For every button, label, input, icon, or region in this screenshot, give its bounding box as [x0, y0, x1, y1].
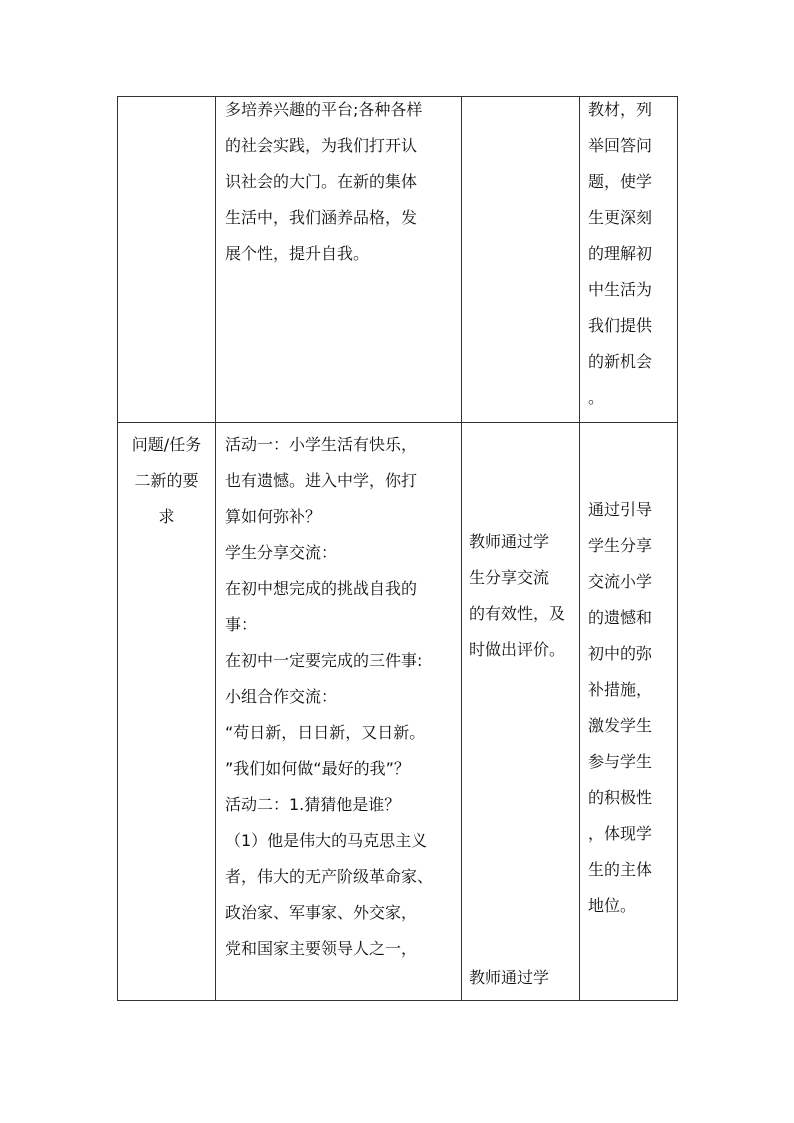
content-line: 党和国家主要领导人之一，: [225, 939, 418, 958]
table-column-divider: [579, 96, 580, 1001]
content-line: （1）他是伟大的马克思主义: [225, 831, 428, 850]
evaluation-line: 的有效性，及: [469, 604, 566, 623]
content-line: 生活中，我们涵养品格，发: [225, 208, 418, 227]
content-line: 展个性，提升自我。: [225, 244, 370, 263]
content-line: 小组合作交流：: [225, 687, 338, 706]
design-intent-line: 参与学生: [588, 752, 653, 771]
design-intent-line: 举回答问: [588, 136, 653, 155]
row2-stage-cell: [118, 427, 215, 535]
row1-design-intent-cell: [588, 92, 652, 416]
content-line: 也有遗憾。进入中学，你打: [225, 471, 418, 490]
design-intent-line: 生的主体: [588, 860, 653, 879]
design-intent-line: 初中的弥: [588, 644, 653, 663]
table-border-bottom: [117, 1000, 678, 1001]
lesson-plan-table: [117, 96, 678, 1001]
evaluation-line: 教师通过学: [469, 532, 550, 551]
stage-line: 二新的要: [134, 471, 199, 490]
design-intent-line: 中生活为: [588, 280, 653, 299]
evaluation-line: 时做出评价。: [469, 640, 566, 659]
content-line: 学生分享交流：: [225, 543, 338, 562]
content-line: 的社会实践，为我们打开认: [225, 136, 418, 155]
content-line: 者，伟大的无产阶级革命家、: [225, 867, 434, 886]
design-intent-line: 我们提供: [588, 316, 653, 335]
design-intent-line: 教材，列: [588, 100, 653, 119]
table-border-left: [117, 96, 118, 1001]
content-line: 活动一：小学生活有快乐，: [225, 435, 418, 454]
design-intent-line: 交流小学: [588, 572, 653, 591]
design-intent-line: 生更深刻: [588, 208, 653, 227]
row2-content-cell: [225, 427, 433, 967]
design-intent-line: 的理解初: [588, 244, 653, 263]
design-intent-line: 题，使学: [588, 172, 653, 191]
design-intent-line: 的新机会: [588, 352, 653, 371]
design-intent-line: 。: [588, 388, 605, 407]
stage-line: 问题/任务: [131, 435, 202, 454]
content-line: ”我们如何做“最好的我”？: [225, 759, 410, 778]
design-intent-line: 补措施，: [588, 680, 653, 699]
evaluation-line: 生分享交流: [469, 568, 550, 587]
design-intent-line: ，体现学: [588, 824, 653, 843]
content-line: “苟日新，日日新，又日新。: [225, 723, 426, 742]
table-row-divider: [117, 422, 678, 423]
content-line: 在初中一定要完成的三件事:: [225, 651, 423, 670]
table-column-divider: [215, 96, 216, 1001]
table-column-divider: [461, 96, 462, 1001]
content-line: 识社会的大门。在新的集体: [225, 172, 418, 191]
content-line: 算如何弥补？: [225, 507, 322, 526]
row2-design-intent-cell: [588, 492, 652, 924]
design-intent-line: 的遗憾和: [588, 608, 653, 627]
row2-evaluation-cell: [469, 524, 565, 668]
design-intent-line: 地位。: [588, 896, 637, 915]
design-intent-line: 激发学生: [588, 716, 653, 735]
stage-line: 求: [158, 507, 175, 526]
table-border-right: [677, 96, 678, 1001]
content-line: 活动二：1.猜猜他是谁？: [225, 795, 401, 814]
content-line: 事：: [225, 615, 258, 634]
design-intent-line: 通过引导: [588, 500, 653, 519]
content-line: 政治家、军事家、外交家，: [225, 903, 418, 922]
design-intent-line: 学生分享: [588, 536, 653, 555]
row1-content-cell: [225, 92, 422, 272]
content-line: 在初中想完成的挑战自我的: [225, 579, 418, 598]
evaluation-line: 教师通过学: [469, 968, 550, 987]
content-line: 多培养兴趣的平台;各种各样: [225, 100, 423, 119]
design-intent-line: 的积极性: [588, 788, 653, 807]
row2-evaluation-cell-continued: [469, 960, 549, 996]
